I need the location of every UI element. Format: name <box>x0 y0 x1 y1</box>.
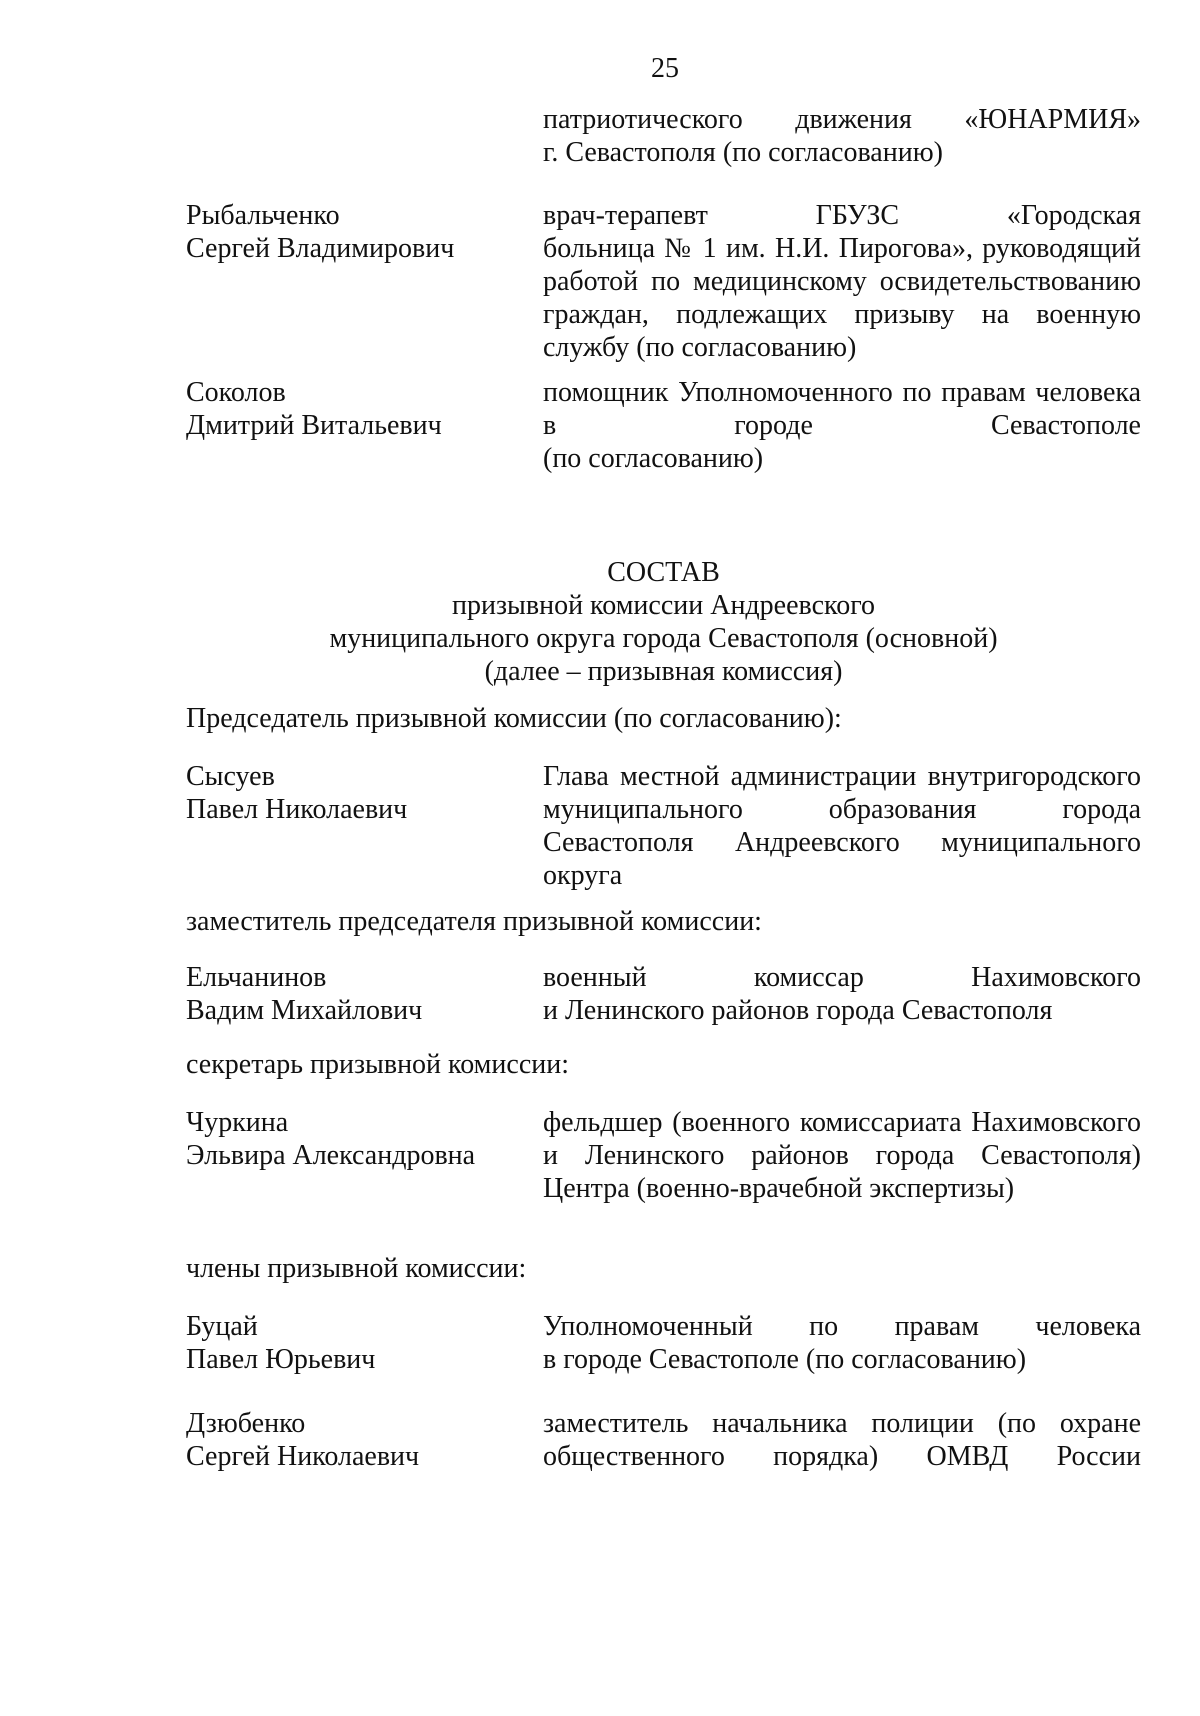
entry-description <box>543 1407 1141 1473</box>
given-names: Эльвира Александровна <box>186 1140 476 1171</box>
entry-description <box>543 103 1141 169</box>
given-names: Павел Николаевич <box>186 794 408 825</box>
description-line: заместитель начальника полиции (по охране <box>543 1408 1141 1439</box>
surname: Буцай <box>186 1311 258 1342</box>
description-line: округа <box>543 860 623 891</box>
given-names: Вадим Михайлович <box>186 995 423 1026</box>
description-line: в городе Севастополе (по согласованию) <box>543 1344 1027 1375</box>
surname: Ельчанинов <box>186 962 327 993</box>
description-line: фельдшер (военного комиссариата Нахимовского <box>543 1107 1141 1138</box>
surname: Чуркина <box>186 1107 289 1138</box>
given-names: Сергей Владимирович <box>186 233 455 264</box>
description-line: работой по медицинскому освидетельствованию <box>543 266 1141 297</box>
entry-description <box>543 1106 1141 1205</box>
role-label-chairman: Председатель призывной комиссии (по согласованию): <box>186 703 842 734</box>
description-line: службу (по согласованию) <box>543 332 857 363</box>
entry-description <box>543 1310 1141 1376</box>
entry-description <box>543 961 1141 1027</box>
description-line: (по согласованию) <box>543 443 764 474</box>
surname: Соколов <box>186 377 286 408</box>
description-line: в городе Севастополе <box>543 410 1141 441</box>
role-label-deputy: заместитель председателя призывной комиссии: <box>186 906 762 937</box>
section-subtitle-line: (далее – призывная комиссия) <box>484 656 843 687</box>
section-subtitle-line: муниципального округа города Севастополя (основной) <box>329 623 998 654</box>
section-heading <box>186 556 1141 688</box>
given-names: Дмитрий Витальевич <box>186 410 442 441</box>
entry-description <box>543 760 1141 892</box>
entry-description <box>543 376 1141 475</box>
description-line: общественного порядка) ОМВД России <box>543 1441 1141 1472</box>
description-line: и Ленинского районов города Севастополя) <box>543 1140 1141 1171</box>
description-line: Уполномоченный по правам человека <box>543 1311 1141 1342</box>
description-line: муниципального образования города <box>543 794 1141 825</box>
description-line: врач-терапевт ГБУЗС «Городская <box>543 200 1141 231</box>
entry-description <box>543 199 1141 364</box>
description-line: Севастополя Андреевского муниципального <box>543 827 1141 858</box>
description-line: Центра (военно-врачебной экспертизы) <box>543 1173 1015 1204</box>
page-number: 25 <box>651 53 679 84</box>
given-names: Павел Юрьевич <box>186 1344 376 1375</box>
surname: Дзюбенко <box>186 1408 306 1439</box>
surname: Рыбальченко <box>186 200 340 231</box>
description-line: граждан, подлежащих призыву на военную <box>543 299 1141 330</box>
description-line: и Ленинского районов города Севастополя <box>543 995 1053 1026</box>
person-name <box>186 1310 516 1376</box>
description-line: военный комиссар Нахимовского <box>543 962 1141 993</box>
section-title: СОСТАВ <box>607 557 720 588</box>
role-label-secretary: секретарь призывной комиссии: <box>186 1049 569 1080</box>
surname: Сысуев <box>186 761 275 792</box>
description-line: г. Севастополя (по согласованию) <box>543 137 943 168</box>
role-label-members: члены призывной комиссии: <box>186 1253 527 1284</box>
given-names: Сергей Николаевич <box>186 1441 420 1472</box>
person-name <box>186 376 516 442</box>
description-line: патриотического движения «ЮНАРМИЯ» <box>543 104 1141 135</box>
description-line: больница № 1 им. Н.И. Пирогова», руководящий <box>543 233 1141 264</box>
person-name <box>186 961 516 1027</box>
person-name <box>186 1407 516 1473</box>
person-name <box>186 1106 516 1172</box>
person-name <box>186 760 516 826</box>
description-line: помощник Уполномоченного по правам человека <box>543 377 1141 408</box>
description-line: Глава местной администрации внутригородского <box>543 761 1141 792</box>
section-subtitle-line: призывной комиссии Андреевского <box>452 590 875 621</box>
person-name <box>186 199 516 265</box>
